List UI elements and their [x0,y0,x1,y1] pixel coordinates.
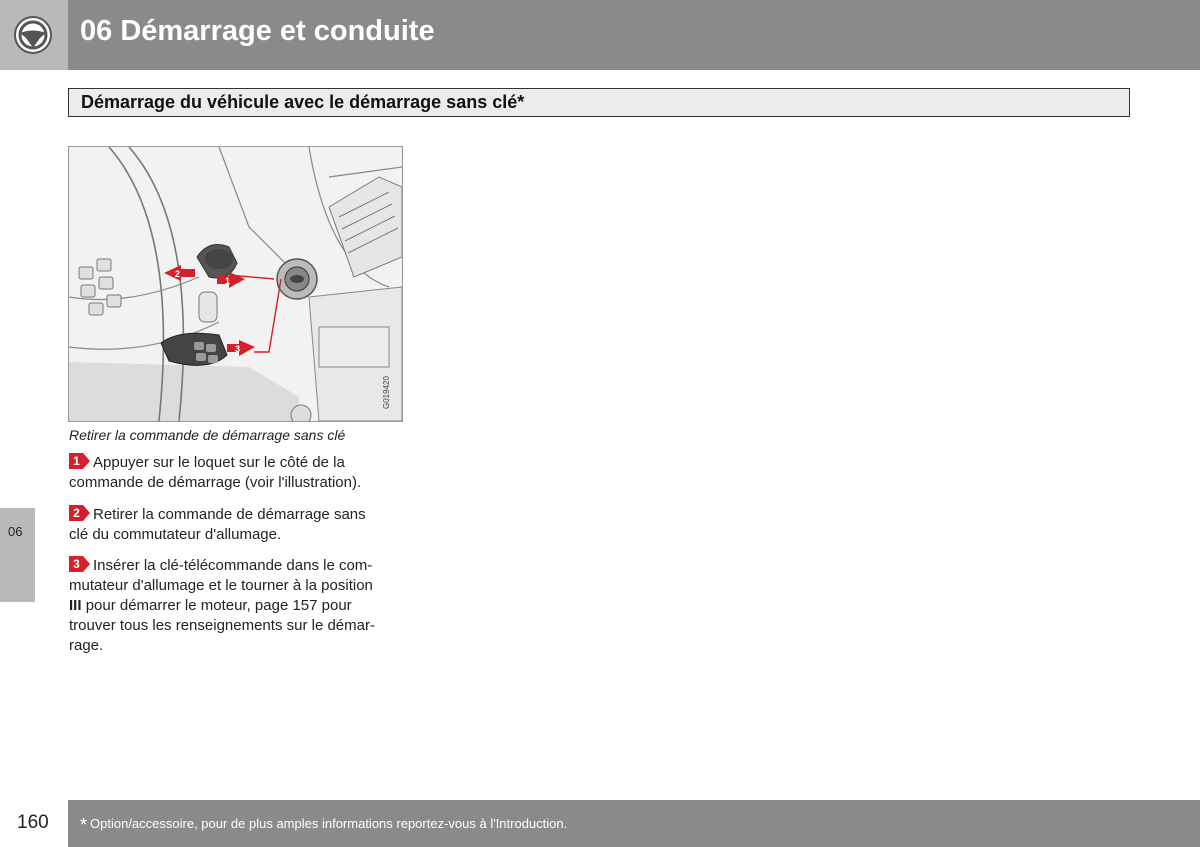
position-label: III [69,597,82,614]
step-text-line: rage. [69,637,104,654]
page-title: 06 Démarrage et conduite [80,15,435,47]
footnote-star: * [80,815,88,835]
footnote [80,815,567,836]
step-1 [69,453,404,493]
footnote-text: Option/accessoire, pour de plus amples informations reportez-vous à l'Introduction. [90,816,568,831]
step-text-line: clé du commutateur d'allumage. [69,526,282,543]
step-3 [69,556,404,656]
step-text-line: Insérer la clé-télécommande dans le com- [93,557,373,574]
page-number: 160 [17,812,49,833]
step-text-line: mutateur d'allumage et le tourner à la position [69,577,373,594]
callout-label-2: 2 [175,269,181,279]
section-title: Démarrage du véhicule avec le démarrage sans clé* [81,92,525,112]
step-number-badge: 1 [69,453,91,469]
callout-label-3: 3 [235,344,241,354]
step-2 [69,505,404,545]
step-text-line: pour démarrer le moteur, page 157 pour [85,597,352,614]
illustration-drawing [69,147,402,421]
step-number-badge: 3 [69,556,91,572]
header-icon-box [0,0,68,70]
step-text-line: trouver tous les renseignements sur le démar- [69,617,375,634]
illustration-keyless-start [68,146,403,422]
step-text-line: commande de démarrage (voir l'illustration). [69,474,362,491]
step-text-line: Retirer la commande de démarrage sans [93,506,366,523]
steering-wheel-icon [0,0,68,70]
section-heading-box [68,88,1130,117]
chapter-side-tab [0,508,35,602]
figure-caption: Retirer la commande de démarrage sans clé [69,427,346,443]
step-number-badge: 2 [69,505,91,521]
step-text-line: Appuyer sur le loquet sur le côté de la [93,454,345,471]
callout-label-1: 1 [225,276,231,286]
figure-code: G019420 [382,376,391,409]
chapter-tab-label: 06 [8,524,23,539]
